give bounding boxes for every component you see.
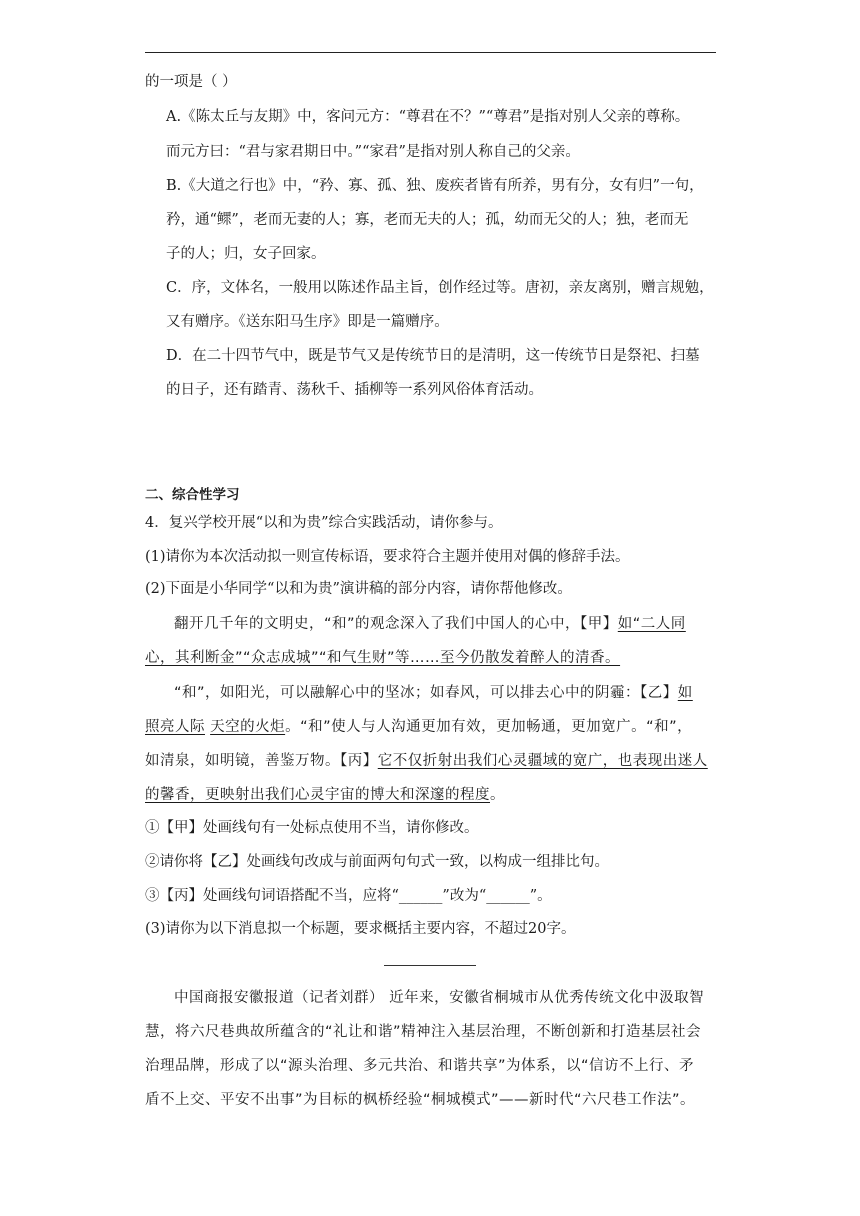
underlined-sentence-yi-a: 照亮人际 [145, 719, 205, 735]
section-heading: 二、综合性学习 [145, 487, 240, 503]
marker-yi: 【乙】 [640, 685, 678, 701]
speech-text: 如清泉，如明镜，善鉴万物。 [145, 753, 340, 769]
underlined-sentence-bing-2: 的馨香，更映射出我们心灵宇宙的博大和深邃的程度 [145, 787, 490, 803]
sub-question-2: ②请你将【乙】处画线句改成与前面两句句式一致，以构成一组排比句。 [145, 854, 609, 870]
speech-p2-line-2 [145, 717, 692, 737]
question-4-stem: 4．复兴学校开展“以和为贵”综合实践活动，请你参与。 [145, 515, 503, 531]
speech-p1-line-1 [174, 614, 686, 634]
sub-question-1: ①【甲】处画线句有一处标点使用不当，请你修改。 [145, 820, 479, 836]
news-line-1: 中国商报安徽报道（记者刘群） 近年来，安徽省桐城市从优秀传统文化中汲取智 [174, 990, 705, 1006]
speech-p2-line-4 [145, 785, 505, 805]
option-b-line-2: 矜，通“鳏”，老而无妻的人；寡，老而无夫的人；孤，幼而无父的人；独，老而无 [166, 212, 689, 228]
option-d-line-2: 的日子，还有踏青、荡秋千、插柳等一系列风俗体育活动。 [166, 382, 543, 398]
title-blank-line [384, 965, 476, 966]
speech-text: “和”，如阳光，可以融解心中的坚冰；如春风，可以排去心中的阴霾： [174, 685, 641, 701]
sub-question-3: ③【丙】处画线句词语搭配不当，应将“______”改为“______”。 [145, 888, 552, 904]
speech-p2-line-1 [174, 683, 693, 703]
underlined-sentence-bing: 它不仅折射出我们心灵疆域的宽广，也表现出迷人 [377, 753, 708, 769]
news-line-2: 慧，将六尺巷典故所蕴含的“礼让和谐”精神注入基层治理，不断创新和打造基层社会 [145, 1024, 702, 1040]
speech-text: 。“和”使人与人沟通更加有效，更加畅通，更加宽广。“和”， [285, 719, 693, 735]
option-b-line-3: 子的人；归，女子回家。 [166, 246, 326, 262]
news-line-4: 盾不上交、平安不出事”为目标的枫桥经验“桐城模式”——新时代“六尺巷工作法”。 [145, 1092, 696, 1108]
speech-p1-line-2: 心，其利断金”“众志成城”“和气生财”等……至今仍散发着醉人的清香。 [145, 650, 621, 666]
top-rule [145, 52, 716, 53]
speech-text: 。 [490, 787, 505, 803]
speech-p2-line-3 [145, 751, 708, 771]
option-c-line-1: C．序，文体名，一般用以陈述作品主旨，创作经过等。唐初，亲友离别，赠言规勉， [166, 280, 714, 296]
underlined-sentence-yi-b: 天空的火炬 [210, 719, 286, 735]
underlined-sentence-jia: 如“二人同 [617, 616, 686, 632]
question-4-part-2: (2)下面是小华同学“以和为贵”演讲稿的部分内容，请你帮他修改。 [145, 581, 572, 597]
option-a-line-1: A.《陈太丘与友期》中，客问元方：“尊君在不？”“尊君”是指对别人父亲的尊称。 [166, 109, 690, 125]
option-b-line-1: B.《大道之行也》中，“矜、寡、孤、独、废疾者皆有所养，男有分，女有归”一句， [166, 178, 704, 194]
question-4-part-1: (1)请你为本次活动拟一则宣传标语，要求符合主题并使用对偶的修辞手法。 [145, 549, 630, 565]
speech-text: 翻开几千年的文明史，“和”的观念深入了我们中国人的心中， [174, 616, 581, 632]
marker-jia: 【甲】 [580, 616, 618, 632]
option-c-line-2: 又有赠序。《送东阳马生序》即是一篇赠序。 [166, 314, 449, 330]
question-4-part-3: (3)请你为以下消息拟一个标题，要求概括主要内容，不超过20字。 [145, 921, 576, 937]
option-a-line-2: 而元方曰：“君与家君期日中。”“家君”是指对别人称自己的父亲。 [166, 144, 580, 160]
news-line-3: 治理品牌，形成了以“源头治理、多元共治、和谐共享”为体系，以“信访不上行、矛 [145, 1058, 695, 1074]
marker-bing: 【丙】 [340, 753, 378, 769]
underlined-sentence-yi: 如 [677, 685, 693, 701]
option-d-line-1: D．在二十四节气中，既是节气又是传统节日的是清明，这一传统节日是祭祀、扫墓 [166, 348, 700, 364]
question-stem-end: 的一项是（ ） [145, 74, 237, 90]
